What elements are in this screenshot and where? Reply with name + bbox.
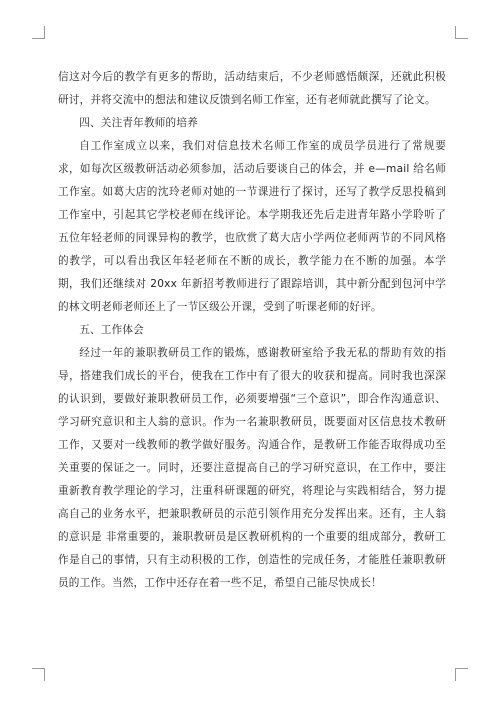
paragraph-young-teachers: 自工作室成立以来，我们对信息技术名师工作室的成员学员进行了常规要求，如每次区级教研活动必须参加，活动后要谈自己的体会，并 e—mail 给名师工作室。如葛大店的沈玲老师对她的一节课进行了探讨，还写了教学反思投稿到工作室中，引起其它学校老师在线评论。本学期我还先后走进青年路小学聆听了五位年轻老师的同课异构的教学，也欣赏了葛大店小学两位老师两节的不同风格的教学，可以看出我区年轻老师在不断的成长，教学能力在不断的加强。本学期，我们还继续对 20xx 年新招考教师进行了跟踪培训，其中新分配到包河中学的林文明老师老师还上了一节区级公开课，受到了听课老师的好评。: [58, 140, 446, 313]
paragraph-continuation: 信这对今后的教学有更多的帮助，活动结束后，不少老师感悟颇深，还就此积极研讨，并将交流中的想法和建议反馈到名师工作室，还有老师就此撰写了论文。: [58, 71, 446, 106]
paragraph-work-reflection: 经过一年的兼职教研员工作的锻炼，感谢教研室给予我无私的帮助有效的指导，搭建我们成长的平台，使我在工作中有了很大的收获和提高。同时我也深深的认识到，要做好兼职教研员工作，必须要增强“三个意识”，即合作沟通意识、学习研究意识和主人翁的意识。作为一名兼职教研员，既要面对区信息技术教研工作，又要对一线教师的教学做好服务。沟通合作，是教研工作能否取得成功至关重要的保证之一。同时，还要注意提高自己的学习研究意识，在工作中，要注重新教育教学理论的学习，注重科研课题的研究，将理论与实践相结合，努力提高自己的业务水平，把兼职教研员的示范引领作用充分发挥出来。还有，主人翁的意识是 非常重要的，兼职教研员是区教研机构的一个重要的组成部分，教研工作是自己的事情，只有主动积极的工作，创造性的完成任务，才能胜任兼职教研员的工作。当然，工作中还存在着一些不足，希望自己能尽快成长！: [58, 347, 446, 589]
corner-mark-top-left: [32, 26, 45, 39]
corner-mark-top-right: [455, 26, 468, 39]
document-body: [58, 66, 446, 595]
corner-mark-bottom-left: [32, 668, 45, 681]
section-heading-5: 五、工作体会: [79, 324, 144, 336]
section-heading-4: 四、关注青年教师的培养: [79, 117, 198, 129]
corner-mark-bottom-right: [455, 668, 468, 681]
